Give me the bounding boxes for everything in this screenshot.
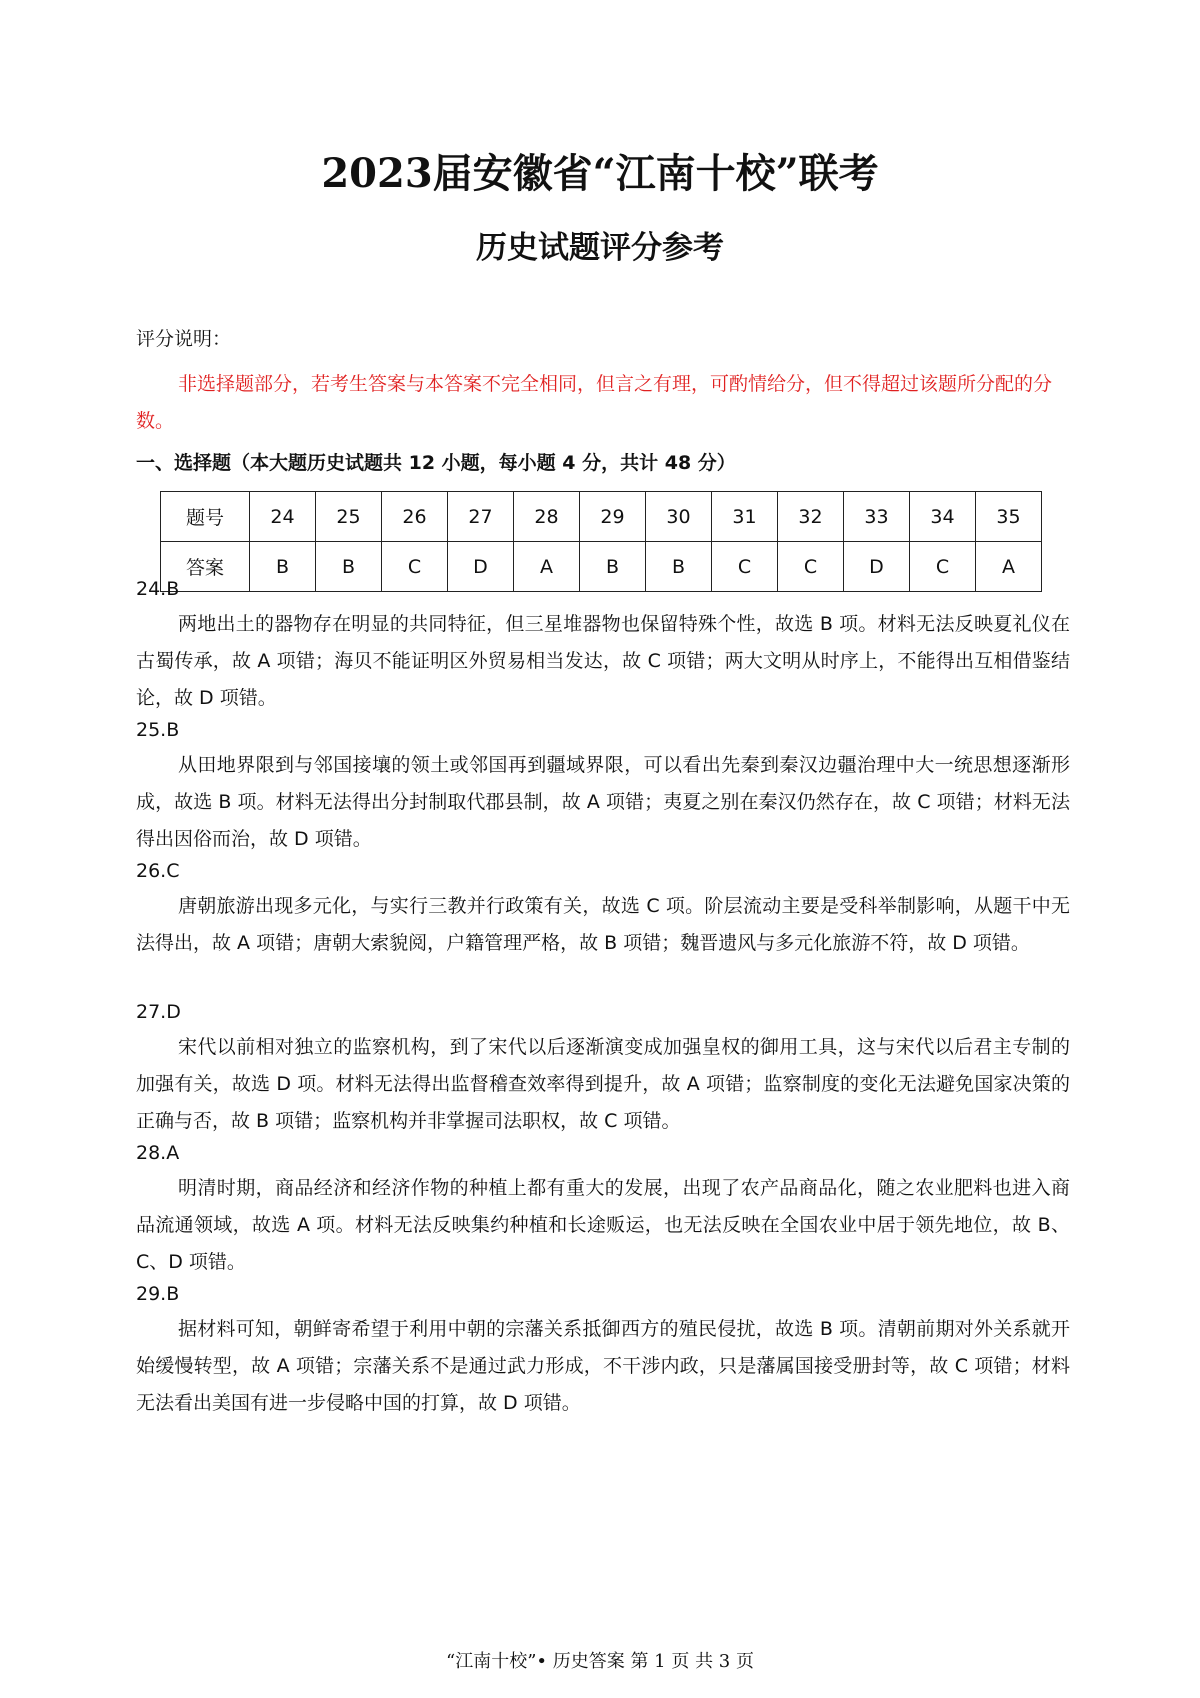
page-footer: “江南十校”• 历史答案 第 1 页 共 3 页 — [446, 1651, 754, 1672]
question-number: 24 — [250, 492, 316, 542]
answer-cell: B — [646, 542, 712, 592]
question-number: 30 — [646, 492, 712, 542]
explanation-text: 明清时期，商品经济和经济作物的种植上都有重大的发展，出现了农产品商品化，随之农业肥料也进入商品流通领域，故选 A 项。材料无法反映集约种植和长途贩运，也无法反映在全国农业中居于领先地位，故 B、C、D 项错。 — [136, 1177, 1070, 1273]
question-number: 25 — [316, 492, 382, 542]
question-number: 29 — [580, 492, 646, 542]
section-heading: 一、选择题（本大题历史试题共 12 小题，每小题 4 分，共计 48 分） — [136, 452, 736, 474]
scoring-note-text: 非选择题部分，若考生答案与本答案不完全相同，但言之有理，可酌情给分，但不得超过该题所分配的分数。 — [136, 373, 1053, 432]
explanation-id: 27.D — [136, 1001, 181, 1023]
question-number: 26 — [382, 492, 448, 542]
page-subtitle: 历史试题评分参考 — [476, 230, 724, 266]
answer-cell: B — [580, 542, 646, 592]
explanation-id: 26.C — [136, 860, 180, 882]
answer-cell: A — [976, 542, 1042, 592]
row-label-answer: 答案 — [161, 542, 250, 592]
question-number: 33 — [844, 492, 910, 542]
explanation-text: 宋代以前相对独立的监察机构，到了宋代以后逐渐演变成加强皇权的御用工具，这与宋代以后君主专制的加强有关，故选 D 项。材料无法得出监督稽查效率得到提升，故 A 项错；监察制度的变化无法避免国家决策的正确与否，故 B 项错；监察机构并非掌握司法职权，故 C 项错。 — [136, 1036, 1070, 1132]
question-number: 27 — [448, 492, 514, 542]
question-number: 28 — [514, 492, 580, 542]
answer-cell: C — [910, 542, 976, 592]
page-title: 2023届安徽省“江南十校”联考 — [321, 150, 879, 197]
answer-cell: C — [712, 542, 778, 592]
answer-cell: C — [382, 542, 448, 592]
answer-table — [160, 491, 1042, 592]
answer-cell: D — [448, 542, 514, 592]
answer-cell: A — [514, 542, 580, 592]
answer-cell: D — [844, 542, 910, 592]
question-number: 32 — [778, 492, 844, 542]
answer-cell: B — [250, 542, 316, 592]
scoring-note-label: 评分说明： — [136, 328, 232, 350]
answer-cell: B — [316, 542, 382, 592]
explanation-text: 从田地界限到与邻国接壤的领土或邻国再到疆域界限，可以看出先秦到秦汉边疆治理中大一统思想逐渐形成，故选 B 项。材料无法得出分封制取代郡县制，故 A 项错；夷夏之别在秦汉仍然存在，故 C 项错；材料无法得出因俗而治，故 D 项错。 — [136, 754, 1070, 850]
question-number: 35 — [976, 492, 1042, 542]
explanation-text: 唐朝旅游出现多元化，与实行三教并行政策有关，故选 C 项。阶层流动主要是受科举制影响，从题干中无法得出，故 A 项错；唐朝大索貌阅，户籍管理严格，故 B 项错；魏晋遗风与多元化旅游不符，故 D 项错。 — [136, 895, 1070, 954]
explanation-text: 据材料可知，朝鲜寄希望于利用中朝的宗藩关系抵御西方的殖民侵扰，故选 B 项。清朝前期对外关系就开始缓慢转型，故 A 项错；宗藩关系不是通过武力形成，不干涉内政，只是藩属国接受册封等，故 C 项错；材料无法看出美国有进一步侵略中国的打算，故 D 项错。 — [136, 1318, 1070, 1414]
question-number: 31 — [712, 492, 778, 542]
explanation-id: 25.B — [136, 719, 180, 741]
answer-cell: C — [778, 542, 844, 592]
row-label-number: 题号 — [161, 492, 250, 542]
question-number: 34 — [910, 492, 976, 542]
table-row-numbers — [161, 492, 1042, 542]
explanation-id: 24.B — [136, 578, 180, 600]
explanation-id: 28.A — [136, 1142, 180, 1164]
explanation-text: 两地出土的器物存在明显的共同特征，但三星堆器物也保留特殊个性，故选 B 项。材料无法反映夏礼仪在古蜀传承，故 A 项错；海贝不能证明区外贸易相当发达，故 C 项错；两大文明从时序上，不能得出互相借鉴结论，故 D 项错。 — [136, 613, 1070, 709]
table-row-answers — [161, 542, 1042, 592]
explanation-id: 29.B — [136, 1283, 180, 1305]
